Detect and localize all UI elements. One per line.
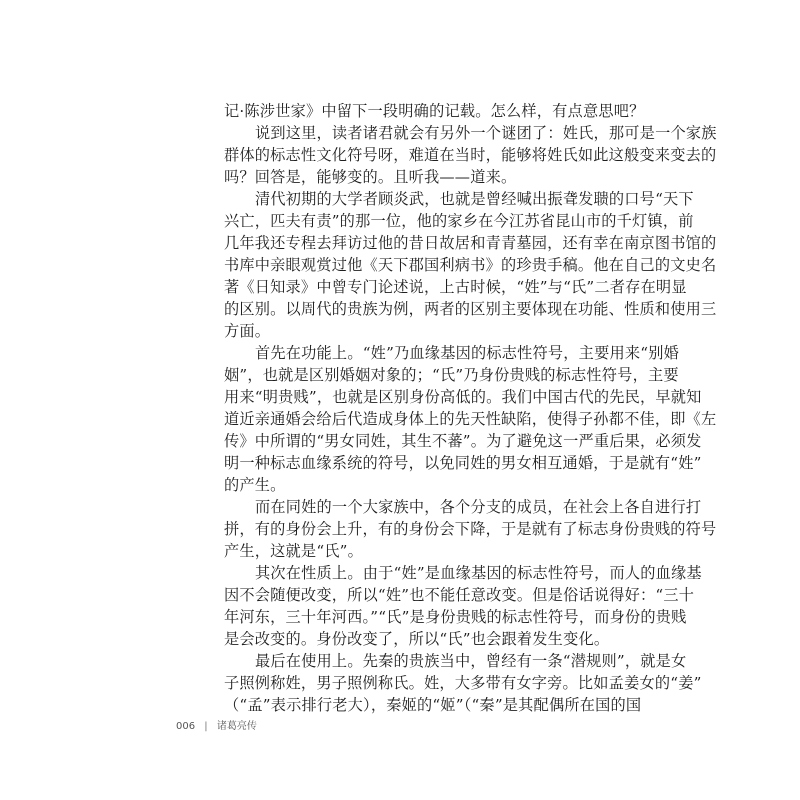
text-line: 说到这里，读者诸君就会有另外一个谜团了：姓氏，那可是一个家族 xyxy=(255,124,717,142)
text-line: 群体的标志性文化符号呀，难道在当时，能够将姓氏如此这般变来变去的 xyxy=(224,146,717,164)
text-line: 拼，有的身份会上升，有的身份会下降，于是就有了标志身份贵贱的符号 xyxy=(224,520,717,538)
text-line: 首先在功能上。“姓”乃血缘基因的标志性符号，主要用来“别婚 xyxy=(255,344,679,362)
text-line: 几年我还专程去拜访过他的昔日故居和青青墓园，还有幸在南京图书馆的 xyxy=(224,234,717,252)
text-line: 书库中亲眼观赏过他《天下郡国利病书》的珍贵手稿。他在自己的文史名 xyxy=(224,256,717,274)
text-line: 而在同姓的一个大家族中，各个分支的成员，在社会上各自进行打 xyxy=(255,498,702,516)
text-line: 吗？回答是，能够变的。且听我——道来。 xyxy=(224,168,517,186)
text-line: 兴亡，匹夫有责”的那一位，他的家乡在今江苏省昆山市的千灯镇，前 xyxy=(224,212,694,230)
text-line: 年河东，三十年河西。”“氏”是身份贵贱的标志性符号，而身份的贵贱 xyxy=(224,608,687,626)
text-line: 姻”，也就是区别婚姻对象的；“氏”乃身份贵贱的标志性符号，主要 xyxy=(224,366,679,384)
text-line: 道近亲通婚会给后代造成身体上的先天性缺陷，使得子孙都不佳，即《左 xyxy=(224,410,717,428)
text-line: 其次在性质上。由于“姓”是血缘基因的标志性符号，而人的血缘基 xyxy=(255,564,702,582)
page-footer xyxy=(176,720,257,734)
running-title: 诸葛亮传 xyxy=(216,721,257,732)
text-line: 产生，这就是“氏”。 xyxy=(224,542,364,560)
text-line: 子照例称姓，男子照例称氏。姓，大多带有女字旁。比如孟姜女的“姜” xyxy=(224,674,702,692)
text-line: 因不会随便改变，所以“姓”也不能任意改变。但是俗话说得好：“三十 xyxy=(224,586,695,604)
text-line: 著《日知录》中曾专门论述说，上古时候，“姓”与“氏”二者存在明显 xyxy=(224,278,687,296)
text-line: 方面。 xyxy=(224,322,271,340)
text-line: 的区别。以周代的贵族为例，两者的区别主要体现在功能、性质和使用三 xyxy=(224,300,717,318)
text-line: 传》中所谓的“男女同姓，其生不蕃”。为了避免这一严重后果，必须发 xyxy=(224,432,702,450)
text-line: 明一种标志血缘系统的符号，以免同姓的男女相互通婚，于是就有“姓” xyxy=(224,454,702,472)
text-line: 最后在使用上。先秦的贵族当中，曾经有一条“潜规则”，就是女 xyxy=(255,652,687,670)
text-line: 清代初期的大学者顾炎武，也就是曾经喊出振聋发聩的口号“天下 xyxy=(255,190,694,208)
text-line: 是会改变的。身份改变了，所以“氏”也会跟着发生变化。 xyxy=(224,630,610,648)
text-line: （“孟”表示排行老大），秦姬的“姬”（“秦”是其配偶所在国的国 xyxy=(224,696,642,714)
text-line: 用来“明贵贱”，也就是区别身份高低的。我们中国古代的先民，早就知 xyxy=(224,388,702,406)
body-text xyxy=(224,100,717,716)
page-number: 006 xyxy=(176,721,196,732)
footer-separator: | xyxy=(204,721,208,732)
text-line: 的产生。 xyxy=(224,476,286,494)
text-line: 记·陈涉世家》中留下一段明确的记载。怎么样，有点意思吧？ xyxy=(224,102,645,120)
